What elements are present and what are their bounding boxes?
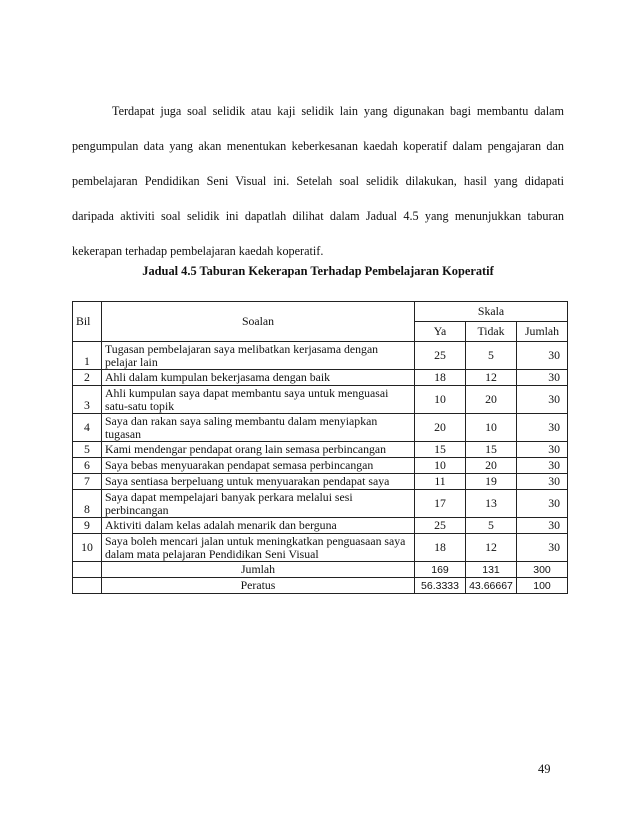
- row-bil: 4: [73, 414, 102, 442]
- row-soalan: Aktiviti dalam kelas adalah menarik dan berguna: [102, 518, 415, 534]
- peratus-row: [73, 578, 568, 594]
- table-row: [73, 414, 568, 442]
- row-soalan: Saya bebas menyuarakan pendapat semasa perbincangan: [102, 458, 415, 474]
- header-skala: Skala: [415, 302, 568, 322]
- row-ya: 17: [415, 490, 466, 518]
- row-soalan: Kami mendengar pendapat orang lain semasa perbincangan: [102, 442, 415, 458]
- row-ya: 10: [415, 386, 466, 414]
- jumlah-jumlah: 300: [517, 562, 568, 578]
- table-row: [73, 474, 568, 490]
- row-jumlah: 30: [517, 518, 568, 534]
- row-ya: 11: [415, 474, 466, 490]
- body-paragraph: [72, 94, 564, 269]
- row-bil: 1: [73, 342, 102, 370]
- row-jumlah: 30: [517, 490, 568, 518]
- row-tidak: 10: [466, 414, 517, 442]
- peratus-tidak: 43.66667: [466, 578, 517, 594]
- row-ya: 25: [415, 342, 466, 370]
- jumlah-ya: 169: [415, 562, 466, 578]
- row-jumlah: 30: [517, 342, 568, 370]
- row-tidak: 5: [466, 342, 517, 370]
- row-bil: 3: [73, 386, 102, 414]
- empty-cell: [73, 562, 102, 578]
- row-jumlah: 30: [517, 386, 568, 414]
- row-jumlah: 30: [517, 474, 568, 490]
- table-caption: Jadual 4.5 Taburan Kekerapan Terhadap Pembelajaran Koperatif: [142, 264, 494, 278]
- row-ya: 18: [415, 534, 466, 562]
- row-bil: 9: [73, 518, 102, 534]
- row-soalan: Saya sentiasa berpeluang untuk menyuarakan pendapat saya: [102, 474, 415, 490]
- header-ya: Ya: [415, 322, 466, 342]
- table-row: [73, 442, 568, 458]
- header-jumlah: Jumlah: [517, 322, 568, 342]
- row-bil: 7: [73, 474, 102, 490]
- row-ya: 10: [415, 458, 466, 474]
- header-soalan: Soalan: [102, 302, 415, 342]
- row-ya: 18: [415, 370, 466, 386]
- row-tidak: 12: [466, 370, 517, 386]
- row-soalan: Saya boleh mencari jalan untuk meningkatkan penguasaan saya dalam mata pelajaran Pendidikan Seni Visual: [102, 534, 415, 562]
- row-bil: 6: [73, 458, 102, 474]
- row-tidak: 20: [466, 458, 517, 474]
- row-bil: 2: [73, 370, 102, 386]
- paragraph-text: Terdapat juga soal selidik atau kaji selidik lain yang digunakan bagi membantu dalam pengumpulan data yang akan menentukan keberkesanan kaedah koperatif dalam pengajaran dan pembelajaran Pendidikan Seni Visual ini. Setelah soal selidik dilakukan, hasil yang didapati daripada aktiviti soal selidik ini dapatlah dilihat dalam Jadual 4.5 yang menunjukkan taburan kekerapan terhadap pembelajaran kaedah koperatif.: [72, 104, 564, 258]
- table-row: [73, 518, 568, 534]
- header-tidak: Tidak: [466, 322, 517, 342]
- row-tidak: 5: [466, 518, 517, 534]
- row-tidak: 15: [466, 442, 517, 458]
- row-tidak: 13: [466, 490, 517, 518]
- peratus-label: Peratus: [102, 578, 415, 594]
- table-row: [73, 490, 568, 518]
- jumlah-tidak: 131: [466, 562, 517, 578]
- row-jumlah: 30: [517, 414, 568, 442]
- table-row: [73, 534, 568, 562]
- header-bil: Bil: [73, 302, 102, 342]
- row-bil: 8: [73, 490, 102, 518]
- row-ya: 20: [415, 414, 466, 442]
- jumlah-label: Jumlah: [102, 562, 415, 578]
- row-jumlah: 30: [517, 370, 568, 386]
- row-bil: 10: [73, 534, 102, 562]
- row-soalan: Ahli dalam kumpulan bekerjasama dengan baik: [102, 370, 415, 386]
- row-jumlah: 30: [517, 534, 568, 562]
- row-tidak: 20: [466, 386, 517, 414]
- row-soalan: Saya dapat mempelajari banyak perkara melalui sesi perbincangan: [102, 490, 415, 518]
- table-row: [73, 370, 568, 386]
- table-row: [73, 386, 568, 414]
- table-row: [73, 458, 568, 474]
- row-ya: 25: [415, 518, 466, 534]
- empty-cell: [73, 578, 102, 594]
- row-soalan: Ahli kumpulan saya dapat membantu saya untuk menguasai satu-satu topik: [102, 386, 415, 414]
- peratus-ya: 56.3333: [415, 578, 466, 594]
- row-soalan: Saya dan rakan saya saling membantu dalam menyiapkan tugasan: [102, 414, 415, 442]
- peratus-jumlah: 100: [517, 578, 568, 594]
- page-number: 49: [538, 762, 551, 776]
- row-bil: 5: [73, 442, 102, 458]
- row-ya: 15: [415, 442, 466, 458]
- row-tidak: 12: [466, 534, 517, 562]
- row-jumlah: 30: [517, 442, 568, 458]
- frequency-table: [72, 301, 568, 594]
- row-tidak: 19: [466, 474, 517, 490]
- row-jumlah: 30: [517, 458, 568, 474]
- table-row: [73, 342, 568, 370]
- row-soalan: Tugasan pembelajaran saya melibatkan kerjasama dengan pelajar lain: [102, 342, 415, 370]
- jumlah-row: [73, 562, 568, 578]
